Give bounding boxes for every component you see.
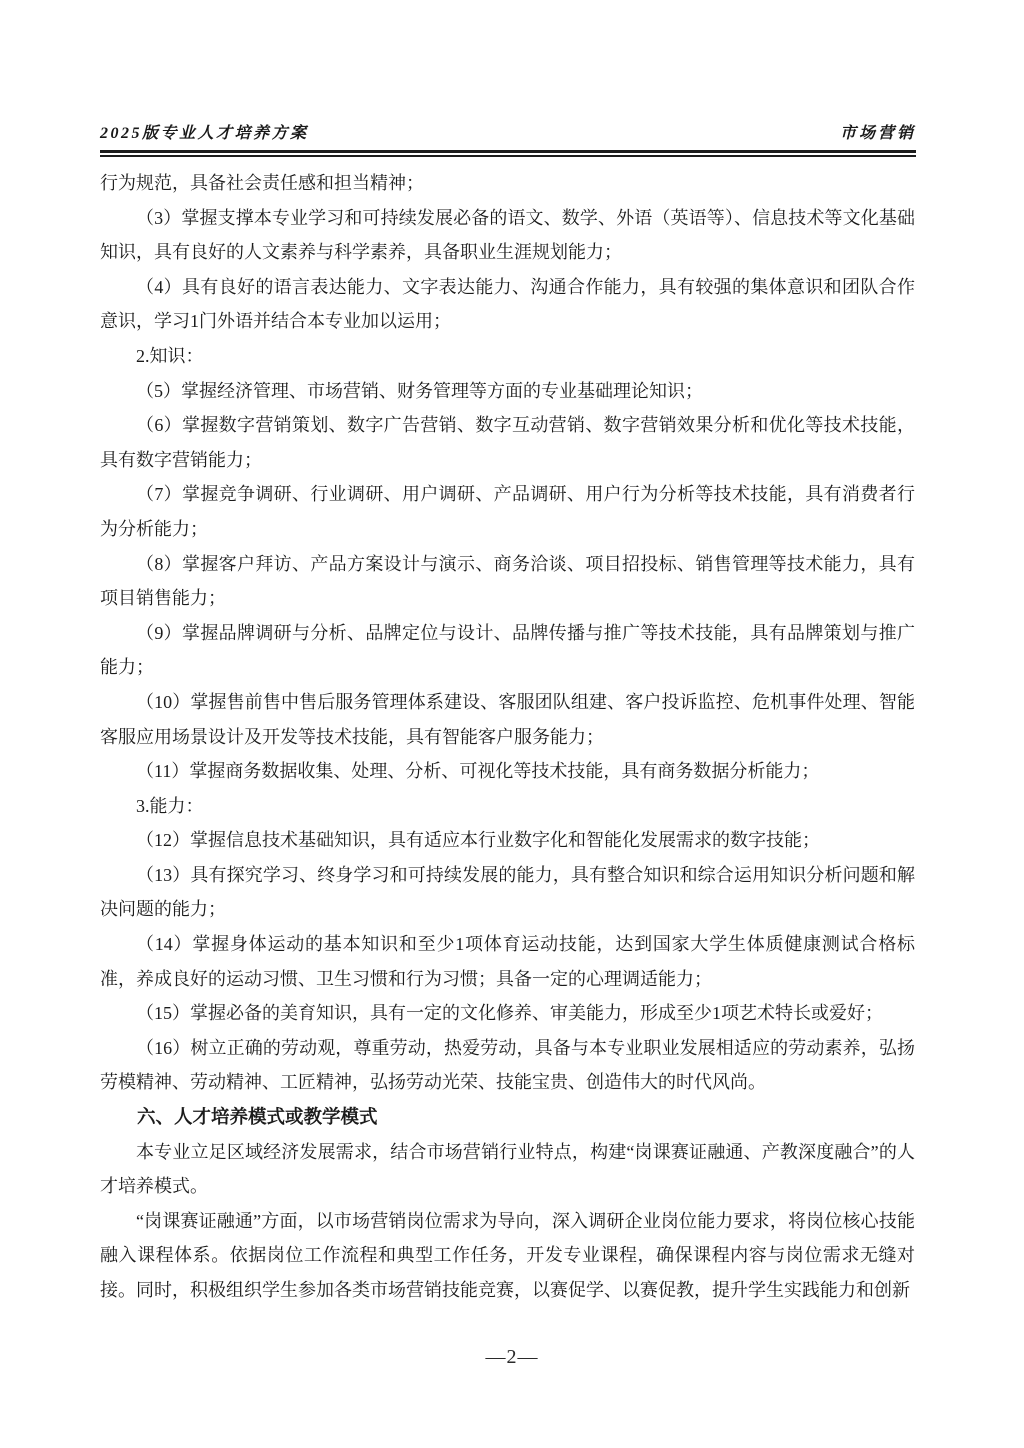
paragraph: “岗课赛证融通”方面，以市场营销岗位需求为导向，深入调研企业岗位能力要求，将岗位核心技能融入课程体系。依据岗位工作流程和典型工作任务，开发专业课程，确保课程内容与岗位需求无缝对接。同时，积极组织学生参加各类市场营销技能竞赛，以赛促学、以赛促教，提升学生实践能力和创新 xyxy=(100,1210,915,1300)
paragraph: 本专业立足区域经济发展需求，结合市场营销行业特点，构建“岗课赛证融通、产教深度融合”的人才培养模式。 xyxy=(100,1141,915,1197)
header-major-name: 市场营销 xyxy=(839,125,916,142)
page-header xyxy=(100,120,916,143)
paragraph: 行为规范，具备社会责任感和担当精神； xyxy=(100,173,424,193)
header-document-title: 2025版专业人才培养方案 xyxy=(100,125,309,142)
paragraph: （7）掌握竞争调研、行业调研、用户调研、产品调研、用户行为分析等技术技能，具有消费者行为分析能力； xyxy=(100,484,915,539)
page-number: —2— xyxy=(485,1346,539,1368)
paragraph: （16）树立正确的劳动观，尊重劳动，热爱劳动，具备与本专业职业发展相适应的劳动素养，弘扬劳模精神、劳动精神、工匠精神，弘扬劳动光荣、技能宝贵、创造伟大的时代风尚。 xyxy=(100,1037,915,1093)
paragraph: （9）掌握品牌调研与分析、品牌定位与设计、品牌传播与推广等技术技能，具有品牌策划与推广能力； xyxy=(100,622,915,678)
paragraph: （8）掌握客户拜访、产品方案设计与演示、商务洽谈、项目招投标、销售管理等技术能力，具有项目销售能力； xyxy=(100,553,915,609)
paragraph: 2.知识： xyxy=(136,345,204,366)
paragraph: （11）掌握商务数据收集、处理、分析、可视化等技术技能，具有商务数据分析能力； xyxy=(136,761,820,782)
paragraph: （4）具有良好的语言表达能力、文字表达能力、沟通合作能力，具有较强的集体意识和团队合作意识，学习1门外语并结合本专业加以运用； xyxy=(100,276,915,332)
paragraph: （6）掌握数字营销策划、数字广告营销、数字互动营销、数字营销效果分析和优化等技术技能，具有数字营销能力； xyxy=(100,415,915,470)
paragraph: （13）具有探究学习、终身学习和可持续发展的能力，具有整合知识和综合运用知识分析问题和解决问题的能力； xyxy=(100,864,915,920)
page-footer xyxy=(0,1346,1024,1369)
section-heading: 六、人才培养模式或教学模式 xyxy=(137,1106,378,1128)
paragraph: （15）掌握必备的美育知识，具有一定的文化修养、审美能力，形成至少1项艺术特长或爱好； xyxy=(136,1003,883,1024)
paragraph: （3）掌握支撑本专业学习和可持续发展必备的语文、数学、外语（英语等）、信息技术等文化基础知识，具有良好的人文素养与科学素养，具备职业生涯规划能力； xyxy=(100,207,915,263)
paragraph: （14）掌握身体运动的基本知识和至少1项体育运动技能，达到国家大学生体质健康测试合格标准，养成良好的运动习惯、卫生习惯和行为习惯；具备一定的心理调适能力； xyxy=(100,934,915,989)
document-body xyxy=(100,166,915,1308)
paragraph: （12）掌握信息技术基础知识，具有适应本行业数字化和智能化发展需求的数字技能； xyxy=(136,830,820,851)
paragraph: （5）掌握经济管理、市场营销、财务管理等方面的专业基础理论知识； xyxy=(136,380,703,401)
paragraph: （10）掌握售前售中售后服务管理体系建设、客服团队组建、客户投诉监控、危机事件处理、智能客服应用场景设计及开发等技术技能，具有智能客户服务能力； xyxy=(100,691,915,747)
header-divider-double-rule xyxy=(100,150,916,157)
paragraph: 3.能力： xyxy=(136,795,204,816)
